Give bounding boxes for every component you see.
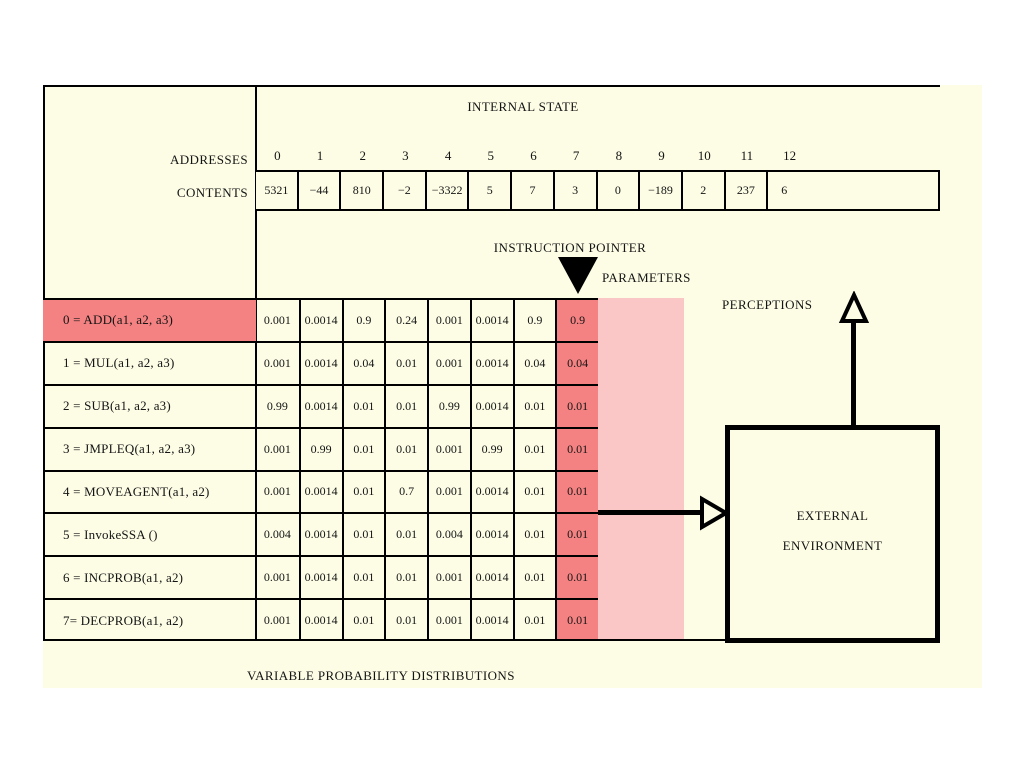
memory-content-cell: −3322 — [427, 172, 470, 209]
probability-cell: 0.9 — [555, 300, 598, 341]
memory-address-cell: 3 — [402, 148, 409, 163]
probability-cell: 0.0014 — [299, 386, 342, 427]
probability-cell: 0.01 — [384, 557, 427, 598]
memory-content-cell: −44 — [299, 172, 342, 209]
perceptions-arrow — [851, 318, 856, 428]
probability-cell: 0.001 — [427, 343, 470, 384]
probability-cell: 0.0014 — [299, 300, 342, 341]
probability-cell: 0.001 — [427, 429, 470, 470]
probability-cell: 0.001 — [263, 484, 291, 499]
probability-cell: 0.001 — [263, 441, 291, 456]
probability-cell: 0.01 — [555, 472, 598, 513]
probability-cell: 0.01 — [384, 429, 427, 470]
probability-cell: 0.001 — [427, 557, 470, 598]
memory-content-cell: −189 — [640, 172, 683, 209]
memory-address-cell: 9 — [658, 148, 665, 163]
probability-cell: 0.01 — [555, 514, 598, 555]
external-environment-line1: EXTERNAL — [796, 508, 869, 523]
probability-cell: 0.0014 — [299, 514, 342, 555]
probability-cell: 0.0014 — [470, 472, 513, 513]
instruction-label: 6 = INCPROB(a1, a2) — [63, 569, 184, 585]
probability-cell: 0.01 — [342, 600, 385, 641]
memory-address-cell: 6 — [530, 148, 537, 163]
probability-cell: 0.004 — [427, 514, 470, 555]
instruction-row — [43, 298, 598, 341]
probability-cell: 0.99 — [299, 429, 342, 470]
contents-label: CONTENTS — [176, 185, 248, 200]
probability-cell: 0.001 — [427, 600, 470, 641]
probability-cell: 0.01 — [555, 600, 598, 641]
probability-cell: 0.0014 — [470, 300, 513, 341]
probability-cell: 0.9 — [513, 300, 556, 341]
memory-address-cell: 5 — [487, 148, 495, 163]
probability-cell: 0.01 — [513, 429, 556, 470]
memory-content-cell: 0 — [598, 172, 641, 209]
table-top-border — [43, 85, 940, 87]
probability-cell: 0.01 — [555, 429, 598, 470]
probability-cell: 0.01 — [342, 429, 385, 470]
instruction-row — [43, 512, 598, 555]
up-arrowhead-icon — [838, 291, 870, 325]
memory-content-cell: 3 — [555, 172, 598, 209]
probability-cell: 0.0014 — [299, 557, 342, 598]
probability-cell: 0.01 — [513, 514, 556, 555]
instruction-row — [43, 384, 598, 427]
memory-content-cell: 5 — [469, 172, 512, 209]
probability-cell: 0.01 — [342, 472, 385, 513]
probability-cell: 0.01 — [513, 386, 556, 427]
addresses-row — [256, 148, 811, 164]
probability-cell: 0.01 — [384, 600, 427, 641]
memory-address-cell: 11 — [740, 148, 754, 163]
memory-address-cell: 2 — [359, 148, 366, 163]
memory-content-cell: 6 — [768, 172, 940, 209]
memory-address-cell: 7 — [572, 148, 580, 163]
probability-cell: 0.01 — [513, 600, 556, 641]
perceptions-label: PERCEPTIONS — [722, 297, 813, 312]
probability-cell: 0.001 — [427, 300, 470, 341]
probability-cell: 0.0014 — [299, 600, 342, 641]
memory-address-cell: 4 — [444, 148, 452, 163]
instruction-label: 1 = MUL(a1, a2, a3) — [63, 355, 175, 371]
internal-state-title: INTERNAL STATE — [467, 99, 579, 114]
memory-content-cell: 5321 — [256, 172, 299, 209]
probability-cell: 0.0014 — [470, 600, 513, 641]
probability-cell: 0.01 — [384, 386, 427, 427]
instruction-label: 3 = JMPLEQ(a1, a2, a3) — [63, 441, 196, 457]
probability-cell: 0.01 — [555, 557, 598, 598]
parameters-highlight-band — [598, 298, 684, 641]
probability-cell: 0.7 — [384, 472, 427, 513]
instruction-label: 5 = InvokeSSA () — [63, 526, 158, 542]
instruction-pointer-icon — [558, 257, 598, 294]
probability-cell: 0.04 — [342, 343, 385, 384]
probability-cell: 0.04 — [513, 343, 556, 384]
probability-cell: 0.01 — [384, 343, 427, 384]
instruction-row — [43, 341, 598, 384]
probability-cell: 0.01 — [342, 514, 385, 555]
memory-content-cell: 2 — [683, 172, 726, 209]
probability-cell: 0.004 — [263, 527, 291, 542]
probability-cell: 0.01 — [555, 386, 598, 427]
instruction-label: 0 = ADD(a1, a2, a3) — [43, 300, 256, 341]
instruction-row — [43, 470, 598, 513]
addresses-label: ADDRESSES — [169, 152, 248, 167]
probability-cell: 0.99 — [427, 386, 470, 427]
probability-cell: 0.01 — [342, 557, 385, 598]
memory-address-cell: 12 — [783, 148, 797, 163]
probability-cell: 0.0014 — [470, 386, 513, 427]
external-environment-line2: ENVIRONMENT — [782, 538, 883, 553]
probability-cell: 0.0014 — [470, 343, 513, 384]
probability-cell: 0.0014 — [299, 343, 342, 384]
probability-cell: 0.001 — [263, 613, 291, 628]
right-arrowhead-icon — [699, 495, 729, 531]
memory-content-cell: −2 — [384, 172, 427, 209]
instruction-row — [43, 555, 598, 598]
memory-content-cell: 7 — [512, 172, 555, 209]
instruction-pointer-label: INSTRUCTION POINTER — [493, 240, 647, 255]
probability-grid — [43, 298, 598, 641]
probability-cell: 0.9 — [342, 300, 385, 341]
probability-cell: 0.001 — [263, 570, 291, 585]
probability-cell: 0.001 — [263, 312, 291, 327]
probability-cell: 0.001 — [427, 472, 470, 513]
contents-row — [256, 170, 940, 211]
memory-address-cell: 8 — [615, 148, 623, 163]
instruction-row — [43, 427, 598, 470]
instruction-label: 7= DECPROB(a1, a2) — [63, 612, 184, 628]
probability-cell: 0.01 — [513, 472, 556, 513]
instruction-row — [43, 598, 598, 641]
parameters-arrow — [598, 510, 702, 515]
parameters-label: PARAMETERS — [602, 270, 691, 285]
probability-cell: 0.99 — [470, 429, 513, 470]
probability-cell: 0.01 — [342, 386, 385, 427]
memory-address-cell: 10 — [697, 148, 711, 163]
table-bottom-border — [43, 639, 727, 641]
memory-content-cell: 237 — [726, 172, 769, 209]
probability-cell: 0.0014 — [299, 472, 342, 513]
probability-cell: 0.01 — [384, 514, 427, 555]
memory-address-cell: 1 — [316, 148, 324, 163]
probability-cell: 0.0014 — [470, 514, 513, 555]
probability-cell: 0.24 — [384, 300, 427, 341]
probability-cell: 0.01 — [513, 557, 556, 598]
instruction-label: 4 = MOVEAGENT(a1, a2) — [63, 483, 210, 499]
probability-cell: 0.04 — [555, 343, 598, 384]
memory-address-cell: 0 — [274, 148, 281, 163]
probability-cell: 0.0014 — [470, 557, 513, 598]
probability-cell: 0.99 — [266, 398, 288, 413]
instruction-label: 2 = SUB(a1, a2, a3) — [63, 398, 171, 414]
external-environment-box — [725, 425, 940, 643]
figure-caption: VARIABLE PROBABILITY DISTRIBUTIONS — [247, 668, 515, 683]
probability-cell: 0.001 — [263, 355, 291, 370]
memory-content-cell: 810 — [341, 172, 384, 209]
